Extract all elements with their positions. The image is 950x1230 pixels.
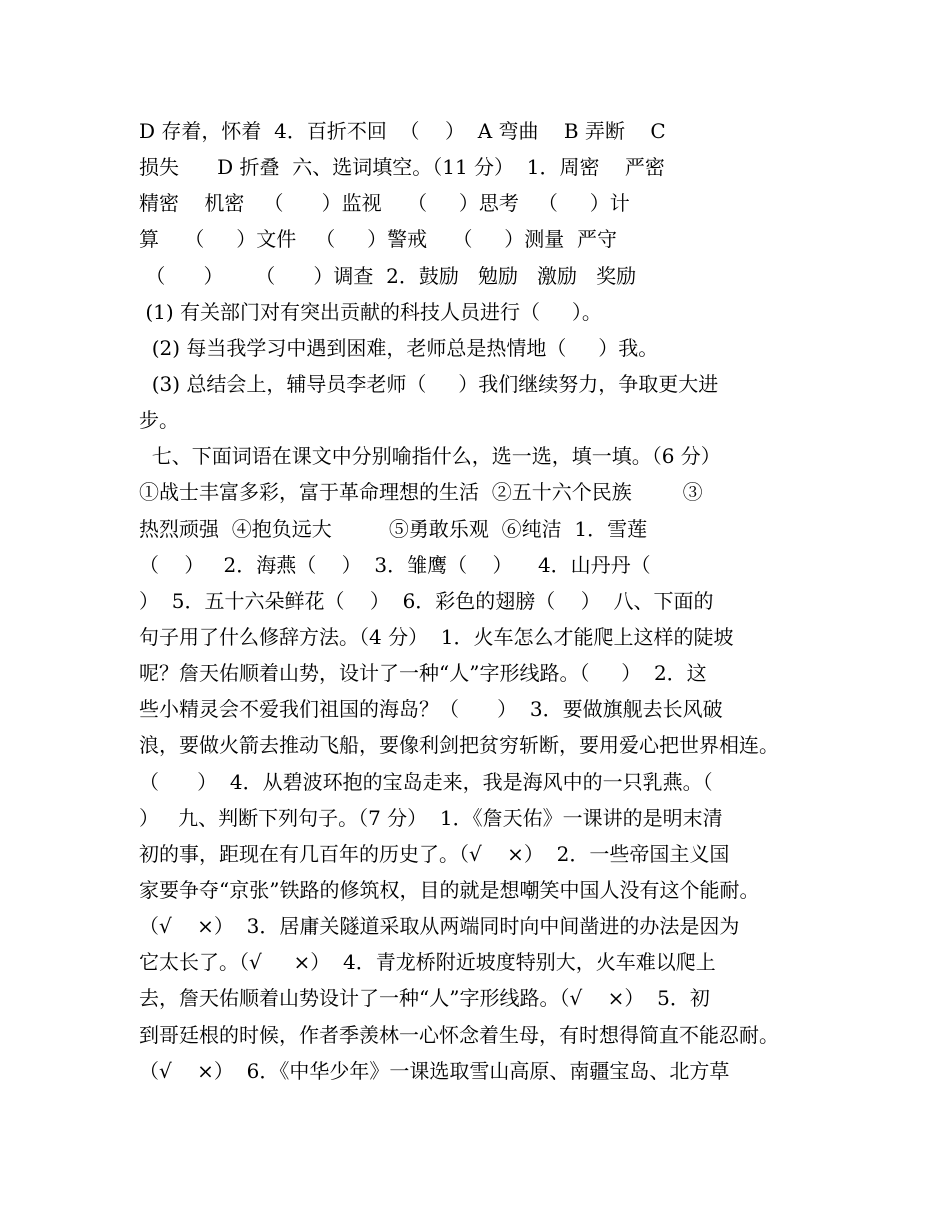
text-line: 家要争夺“京张”铁路的修筑权，目的就是想嘲笑中国人没有这个能耐。: [139, 877, 760, 902]
text-line: ） 九、判断下列句子。（7 分） 1．《詹天佑》一课讲的是明末清: [139, 805, 723, 830]
text-line: 热烈顽强 ④抱负远大 ⑤勇敢乐观 ⑥纯洁 1．雪莲: [139, 516, 648, 541]
text-line: 到哥廷根的时候，作者季羡林一心怀念着生母，有时想得简直不能忍耐。: [139, 1022, 779, 1047]
text-line: D 存着，怀着 4．百折不回 （ ） A 弯曲 B 弄断 C: [139, 119, 666, 143]
text-line: （ ） 2．海燕（ ） 3．雏鹰（ ） 4．山丹丹（: [139, 552, 651, 577]
text-line: 些小精灵会不爱我们祖国的海岛？（ ） 3．要做旗舰去长风破: [139, 697, 723, 722]
text-line: 步。: [139, 408, 179, 433]
text-line: （√ ×） 6．《中华少年》一课选取雪山高原、南疆宝岛、北方草: [139, 1058, 730, 1083]
section-heading-7: 七、下面词语在课文中分别喻指什么，选一选，填一填。（6 分）: [139, 444, 721, 469]
text-line: 损失 D 折叠 六、选词填空。（11 分） 1．周密 严密: [139, 155, 665, 180]
text-line: 句子用了什么修辞方法。（4 分） 1．火车怎么才能爬上这样的陡坡: [139, 624, 734, 649]
text-line: 它太长了。（√ ×） 4．青龙桥附近坡度特别大，火车难以爬上: [139, 950, 716, 975]
text-line: (3) 总结会上，辅导员李老师（ ）我们继续努力，争取更大进: [139, 371, 719, 396]
text-line: ①战士丰富多彩，富于革命理想的生活 ②五十六个民族 ③: [139, 480, 703, 505]
text-line: （ ） （ ）调查 2．鼓励 勉励 激励 奖励: [139, 263, 637, 288]
text-line: 精密 机密 （ ）监视 （ ）思考 （ ）计: [139, 191, 630, 216]
text-line: 去，詹天佑顺着山势设计了一种“人”字形线路。（√ ×） 5．初: [139, 986, 710, 1011]
text-line: 呢？詹天佑顺着山势，设计了一种“人”字形线路。（ ） 2．这: [139, 661, 707, 686]
text-line: 算 （ ）文件 （ ）警戒 （ ）测量 严守: [139, 227, 618, 252]
text-line: （ ） 4．从碧波环抱的宝岛走来，我是海风中的一只乳燕。（: [139, 769, 713, 794]
text-line: （√ ×） 3．居庸关隧道采取从两端同时向中间凿进的办法是因为: [139, 914, 740, 939]
text-line: 浪，要做火箭去推动飞船，要像利剑把贫穷斩断，要用爱心把世界相连。: [139, 733, 779, 758]
text-line: 初的事，距现在有几百年的历史了。（√ ×） 2．一些帝国主义国: [139, 841, 730, 866]
text-line: (2) 每当我学习中遇到困难，老师总是热情地（ ）我。: [139, 335, 659, 360]
document-body: [139, 113, 819, 1089]
text-line: ） 5．五十六朵鲜花（ ） 6．彩色的翅膀（ ） 八、下面的: [139, 588, 714, 613]
text-line: (1) 有关部门对有突出贡献的科技人员进行（ ）。: [139, 299, 602, 324]
